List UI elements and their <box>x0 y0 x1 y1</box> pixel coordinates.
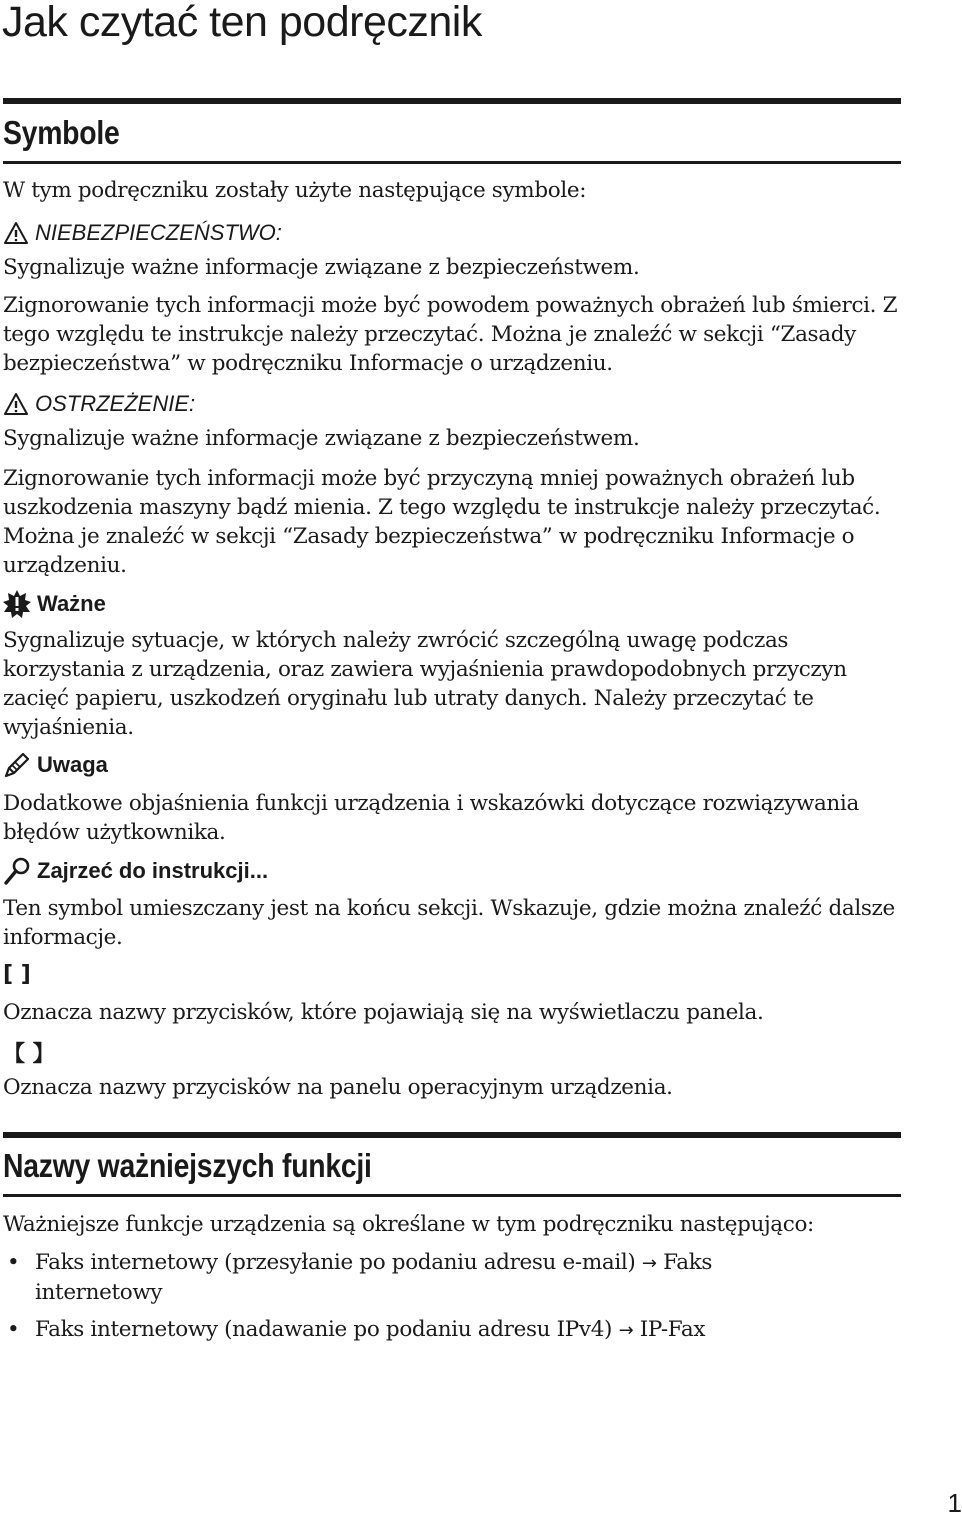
reference-label: Zajrzeć do instrukcji... <box>37 858 269 883</box>
reference-text: Ten symbol umieszczany jest na końcu sekcji. Wskazuje, gdzie można znaleźć dalsze informacje. <box>3 896 895 950</box>
list-item <box>3 1248 903 1307</box>
section-heading-symbols: Symbole <box>3 114 120 151</box>
function-term: Faks internetowy (przesyłanie po podaniu adresu e-mail) <box>35 1250 636 1275</box>
section-heading-functions: Nazwy ważniejszych funkcji <box>3 1147 372 1184</box>
important-label: Ważne <box>37 591 106 616</box>
note-label-row <box>3 751 108 779</box>
caution-label: OSTRZEŻENIE: <box>35 391 196 416</box>
danger-label: NIEBEZPIECZEŃSTWO: <box>35 220 282 245</box>
important-label-row <box>3 590 106 618</box>
note-label: Uwaga <box>37 752 108 777</box>
caution-line-1: Sygnalizuje ważne informacje związane z bezpieczeństwem. <box>3 426 640 451</box>
function-name: Faks internetowy <box>35 1250 713 1305</box>
pencil-note-icon <box>3 751 31 779</box>
square-brackets-symbol: [ ] <box>3 962 31 987</box>
functions-list <box>3 1248 903 1353</box>
caution-label-row <box>3 391 195 417</box>
square-brackets-text: Oznacza nazwy przycisków, które pojawiają się na wyświetlaczu panela. <box>3 1000 764 1025</box>
section-rule-top <box>3 98 901 104</box>
danger-line-1: Sygnalizuje ważne informacje związane z bezpieczeństwem. <box>3 255 640 280</box>
list-item <box>3 1315 903 1345</box>
section-rule-bottom <box>3 161 901 164</box>
important-burst-icon <box>3 590 31 618</box>
page-title: Jak czytać ten podręcznik <box>2 0 482 46</box>
danger-line-2: Zignorowanie tych informacji może być powodem poważnych obrażeń lub śmierci. Z tego względu te instrukcje należy przeczytać. Można je znaleźć w sekcji “Zasady bezpieczeństwa” w podręczniku Informacje o urządzeniu. <box>3 293 898 376</box>
note-text: Dodatkowe objaśnienia funkcji urządzenia i wskazówki dotyczące rozwiązywania błędów użytkownika. <box>3 791 859 845</box>
arrow-icon: → <box>641 1253 657 1274</box>
reference-label-row <box>3 856 268 886</box>
danger-label-row <box>3 220 282 246</box>
warning-triangle-icon <box>3 221 29 245</box>
functions-intro: Ważniejsze funkcje urządzenia są określane w tym podręczniku następująco: <box>3 1212 814 1237</box>
arrow-icon: → <box>618 1320 634 1341</box>
section-rule-bottom <box>3 1194 901 1197</box>
important-text: Sygnalizuje sytuacje, w których należy zwrócić szczególną uwagę podczas korzystania z urządzenia, oraz zawiera wyjaśnienia prawdopodobnych przyczyn zacięć papieru, uszkodzeń oryginału lub utraty danych. Należy przeczytać te wyjaśnienia. <box>3 628 847 740</box>
bold-brackets-symbol: 【 】 <box>3 1042 55 1067</box>
magnifier-icon <box>3 856 31 886</box>
caution-line-2: Zignorowanie tych informacji może być przyczyną mniej poważnych obrażeń lub uszkodzenia maszyny bądź mienia. Z tego względu te instrukcje należy przeczytać. Można je znaleźć w sekcji “Zasady bezpieczeństwa” w podręczniku Informacje o urządzeniu. <box>3 466 881 578</box>
bold-brackets-row <box>3 1037 55 1068</box>
function-term: Faks internetowy (nadawanie po podaniu adresu IPv4) <box>35 1317 613 1342</box>
symbols-intro: W tym podręczniku zostały użyte następujące symbole: <box>3 178 587 203</box>
square-brackets-row <box>3 962 31 987</box>
warning-triangle-icon <box>3 392 29 416</box>
function-name: IP-Fax <box>639 1317 706 1342</box>
bold-brackets-text: Oznacza nazwy przycisków na panelu operacyjnym urządzenia. <box>3 1075 673 1100</box>
page-number: 1 <box>947 1488 962 1518</box>
section-rule-top <box>3 1132 901 1138</box>
